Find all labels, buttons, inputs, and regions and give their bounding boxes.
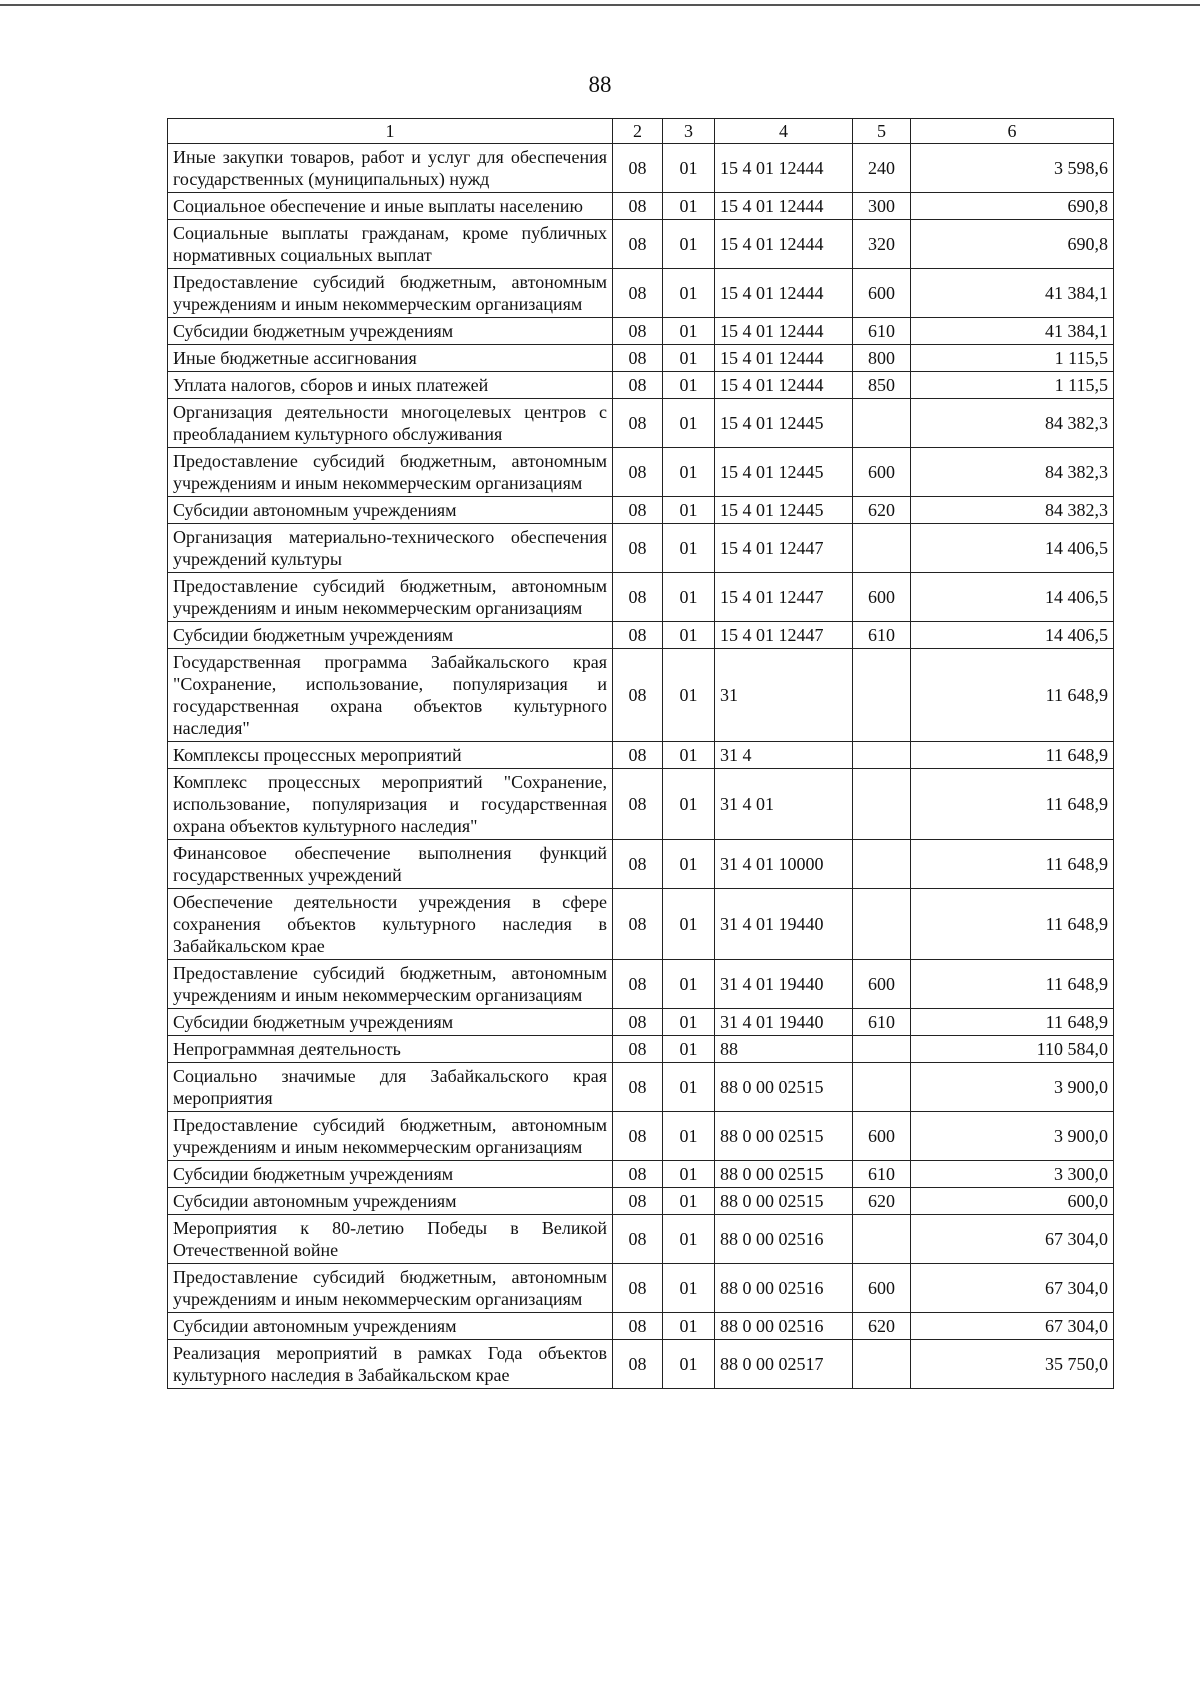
table-row bbox=[168, 269, 1114, 318]
row-section-cell: 08 bbox=[613, 318, 663, 345]
table-row bbox=[168, 1264, 1114, 1313]
table-row bbox=[168, 1009, 1114, 1036]
column-header-1: 1 bbox=[168, 119, 613, 144]
row-amount-cell: 14 406,5 bbox=[911, 573, 1114, 622]
row-amount-cell: 11 648,9 bbox=[911, 1009, 1114, 1036]
table-header-row bbox=[168, 119, 1114, 144]
row-name-cell: Субсидии бюджетным учреждениям bbox=[168, 318, 613, 345]
table-row bbox=[168, 1215, 1114, 1264]
row-name-cell: Предоставление субсидий бюджетным, автономным учреждениям и иным некоммерческим организациям bbox=[168, 573, 613, 622]
row-amount-cell: 67 304,0 bbox=[911, 1215, 1114, 1264]
row-name-cell: Иные бюджетные ассигнования bbox=[168, 345, 613, 372]
row-target-code-cell: 15 4 01 12444 bbox=[715, 318, 853, 345]
row-name-cell: Социально значимые для Забайкальского края мероприятия bbox=[168, 1063, 613, 1112]
row-expense-type-cell: 600 bbox=[853, 573, 911, 622]
row-amount-cell: 3 598,6 bbox=[911, 144, 1114, 193]
row-section-cell: 08 bbox=[613, 193, 663, 220]
row-subsection-cell: 01 bbox=[663, 1112, 715, 1161]
row-name-cell: Обеспечение деятельности учреждения в сфере сохранения объектов культурного наследия в Забайкальском крае bbox=[168, 889, 613, 960]
row-amount-cell: 11 648,9 bbox=[911, 840, 1114, 889]
row-subsection-cell: 01 bbox=[663, 573, 715, 622]
row-section-cell: 08 bbox=[613, 769, 663, 840]
table-row bbox=[168, 1063, 1114, 1112]
row-name-cell: Субсидии автономным учреждениям bbox=[168, 1188, 613, 1215]
row-section-cell: 08 bbox=[613, 497, 663, 524]
table-row bbox=[168, 345, 1114, 372]
row-section-cell: 08 bbox=[613, 622, 663, 649]
row-section-cell: 08 bbox=[613, 1063, 663, 1112]
row-target-code-cell: 31 4 01 bbox=[715, 769, 853, 840]
row-name-cell: Непрограммная деятельность bbox=[168, 1036, 613, 1063]
row-subsection-cell: 01 bbox=[663, 524, 715, 573]
row-expense-type-cell: 610 bbox=[853, 1161, 911, 1188]
row-section-cell: 08 bbox=[613, 372, 663, 399]
row-section-cell: 08 bbox=[613, 1215, 663, 1264]
table-row bbox=[168, 497, 1114, 524]
row-expense-type-cell bbox=[853, 1036, 911, 1063]
row-expense-type-cell: 610 bbox=[853, 622, 911, 649]
row-amount-cell: 11 648,9 bbox=[911, 960, 1114, 1009]
row-section-cell: 08 bbox=[613, 345, 663, 372]
row-subsection-cell: 01 bbox=[663, 840, 715, 889]
row-target-code-cell: 31 4 01 19440 bbox=[715, 960, 853, 1009]
table-row bbox=[168, 742, 1114, 769]
row-section-cell: 08 bbox=[613, 524, 663, 573]
row-amount-cell: 3 900,0 bbox=[911, 1112, 1114, 1161]
table-row bbox=[168, 399, 1114, 448]
row-amount-cell: 11 648,9 bbox=[911, 769, 1114, 840]
table-row bbox=[168, 1036, 1114, 1063]
row-name-cell: Предоставление субсидий бюджетным, автономным учреждениям и иным некоммерческим организациям bbox=[168, 1112, 613, 1161]
row-amount-cell: 84 382,3 bbox=[911, 399, 1114, 448]
row-section-cell: 08 bbox=[613, 1112, 663, 1161]
row-section-cell: 08 bbox=[613, 1313, 663, 1340]
row-subsection-cell: 01 bbox=[663, 399, 715, 448]
row-subsection-cell: 01 bbox=[663, 1009, 715, 1036]
row-section-cell: 08 bbox=[613, 649, 663, 742]
row-target-code-cell: 15 4 01 12444 bbox=[715, 345, 853, 372]
row-expense-type-cell: 620 bbox=[853, 497, 911, 524]
row-amount-cell: 14 406,5 bbox=[911, 524, 1114, 573]
column-header-6: 6 bbox=[911, 119, 1114, 144]
row-amount-cell: 11 648,9 bbox=[911, 649, 1114, 742]
row-section-cell: 08 bbox=[613, 220, 663, 269]
column-header-3: 3 bbox=[663, 119, 715, 144]
row-subsection-cell: 01 bbox=[663, 769, 715, 840]
row-expense-type-cell: 600 bbox=[853, 448, 911, 497]
row-target-code-cell: 15 4 01 12447 bbox=[715, 622, 853, 649]
row-section-cell: 08 bbox=[613, 144, 663, 193]
row-amount-cell: 84 382,3 bbox=[911, 448, 1114, 497]
row-name-cell: Организация материально-технического обеспечения учреждений культуры bbox=[168, 524, 613, 573]
row-subsection-cell: 01 bbox=[663, 497, 715, 524]
row-section-cell: 08 bbox=[613, 1161, 663, 1188]
row-amount-cell: 690,8 bbox=[911, 220, 1114, 269]
row-section-cell: 08 bbox=[613, 448, 663, 497]
row-section-cell: 08 bbox=[613, 840, 663, 889]
row-subsection-cell: 01 bbox=[663, 742, 715, 769]
row-expense-type-cell: 240 bbox=[853, 144, 911, 193]
row-expense-type-cell: 600 bbox=[853, 960, 911, 1009]
row-subsection-cell: 01 bbox=[663, 345, 715, 372]
row-subsection-cell: 01 bbox=[663, 1188, 715, 1215]
row-subsection-cell: 01 bbox=[663, 269, 715, 318]
row-amount-cell: 1 115,5 bbox=[911, 372, 1114, 399]
table-row bbox=[168, 1188, 1114, 1215]
table-body bbox=[168, 144, 1114, 1389]
table-row bbox=[168, 622, 1114, 649]
row-subsection-cell: 01 bbox=[663, 1063, 715, 1112]
row-amount-cell: 67 304,0 bbox=[911, 1264, 1114, 1313]
row-name-cell: Субсидии бюджетным учреждениям bbox=[168, 622, 613, 649]
row-amount-cell: 3 300,0 bbox=[911, 1161, 1114, 1188]
table-row bbox=[168, 220, 1114, 269]
table-row bbox=[168, 769, 1114, 840]
row-subsection-cell: 01 bbox=[663, 193, 715, 220]
table-row bbox=[168, 144, 1114, 193]
row-expense-type-cell: 600 bbox=[853, 1112, 911, 1161]
budget-table bbox=[167, 118, 1114, 1389]
row-name-cell: Предоставление субсидий бюджетным, автономным учреждениям и иным некоммерческим организациям bbox=[168, 1264, 613, 1313]
row-amount-cell: 690,8 bbox=[911, 193, 1114, 220]
row-target-code-cell: 15 4 01 12445 bbox=[715, 497, 853, 524]
row-amount-cell: 110 584,0 bbox=[911, 1036, 1114, 1063]
table-row bbox=[168, 318, 1114, 345]
table-row bbox=[168, 1161, 1114, 1188]
row-target-code-cell: 88 0 00 02516 bbox=[715, 1313, 853, 1340]
row-subsection-cell: 01 bbox=[663, 622, 715, 649]
row-amount-cell: 3 900,0 bbox=[911, 1063, 1114, 1112]
row-target-code-cell: 88 0 00 02515 bbox=[715, 1112, 853, 1161]
row-target-code-cell: 31 4 bbox=[715, 742, 853, 769]
row-expense-type-cell: 800 bbox=[853, 345, 911, 372]
row-expense-type-cell: 610 bbox=[853, 318, 911, 345]
row-target-code-cell: 88 0 00 02517 bbox=[715, 1340, 853, 1389]
row-expense-type-cell: 850 bbox=[853, 372, 911, 399]
row-section-cell: 08 bbox=[613, 889, 663, 960]
row-target-code-cell: 31 4 01 19440 bbox=[715, 1009, 853, 1036]
row-target-code-cell: 15 4 01 12444 bbox=[715, 144, 853, 193]
row-target-code-cell: 15 4 01 12444 bbox=[715, 372, 853, 399]
row-name-cell: Предоставление субсидий бюджетным, автономным учреждениям и иным некоммерческим организациям bbox=[168, 269, 613, 318]
row-name-cell: Мероприятия к 80-летию Победы в Великой Отечественной войне bbox=[168, 1215, 613, 1264]
row-subsection-cell: 01 bbox=[663, 649, 715, 742]
row-subsection-cell: 01 bbox=[663, 1215, 715, 1264]
row-expense-type-cell: 620 bbox=[853, 1313, 911, 1340]
table-row bbox=[168, 1112, 1114, 1161]
row-name-cell: Предоставление субсидий бюджетным, автономным учреждениям и иным некоммерческим организациям bbox=[168, 448, 613, 497]
row-subsection-cell: 01 bbox=[663, 960, 715, 1009]
table-row bbox=[168, 372, 1114, 399]
table-row bbox=[168, 193, 1114, 220]
column-header-2: 2 bbox=[613, 119, 663, 144]
row-target-code-cell: 15 4 01 12447 bbox=[715, 524, 853, 573]
row-section-cell: 08 bbox=[613, 573, 663, 622]
row-amount-cell: 67 304,0 bbox=[911, 1313, 1114, 1340]
row-section-cell: 08 bbox=[613, 1036, 663, 1063]
row-name-cell: Социальные выплаты гражданам, кроме публичных нормативных социальных выплат bbox=[168, 220, 613, 269]
row-target-code-cell: 15 4 01 12444 bbox=[715, 220, 853, 269]
column-header-5: 5 bbox=[853, 119, 911, 144]
row-section-cell: 08 bbox=[613, 1188, 663, 1215]
table-row bbox=[168, 840, 1114, 889]
row-name-cell: Комплекс процессных мероприятий "Сохранение, использование, популяризация и государственная охрана объектов культурного наследия" bbox=[168, 769, 613, 840]
table-row bbox=[168, 960, 1114, 1009]
row-amount-cell: 1 115,5 bbox=[911, 345, 1114, 372]
row-expense-type-cell: 620 bbox=[853, 1188, 911, 1215]
row-expense-type-cell: 600 bbox=[853, 1264, 911, 1313]
row-target-code-cell: 88 0 00 02516 bbox=[715, 1215, 853, 1264]
table-row bbox=[168, 1340, 1114, 1389]
row-amount-cell: 41 384,1 bbox=[911, 269, 1114, 318]
row-expense-type-cell bbox=[853, 399, 911, 448]
row-subsection-cell: 01 bbox=[663, 1161, 715, 1188]
row-name-cell: Финансовое обеспечение выполнения функций государственных учреждений bbox=[168, 840, 613, 889]
row-name-cell: Уплата налогов, сборов и иных платежей bbox=[168, 372, 613, 399]
row-name-cell: Предоставление субсидий бюджетным, автономным учреждениям и иным некоммерческим организациям bbox=[168, 960, 613, 1009]
row-name-cell: Субсидии бюджетным учреждениям bbox=[168, 1161, 613, 1188]
table-row bbox=[168, 448, 1114, 497]
row-expense-type-cell bbox=[853, 649, 911, 742]
row-target-code-cell: 31 4 01 19440 bbox=[715, 889, 853, 960]
top-scan-rule bbox=[0, 4, 1200, 6]
column-header-4: 4 bbox=[715, 119, 853, 144]
row-section-cell: 08 bbox=[613, 269, 663, 318]
table-row bbox=[168, 649, 1114, 742]
row-target-code-cell: 15 4 01 12444 bbox=[715, 269, 853, 318]
row-name-cell: Социальное обеспечение и иные выплаты населению bbox=[168, 193, 613, 220]
row-name-cell: Субсидии автономным учреждениям bbox=[168, 1313, 613, 1340]
row-section-cell: 08 bbox=[613, 742, 663, 769]
row-section-cell: 08 bbox=[613, 1009, 663, 1036]
row-name-cell: Реализация мероприятий в рамках Года объектов культурного наследия в Забайкальском крае bbox=[168, 1340, 613, 1389]
row-subsection-cell: 01 bbox=[663, 318, 715, 345]
row-expense-type-cell: 610 bbox=[853, 1009, 911, 1036]
row-target-code-cell: 88 0 00 02515 bbox=[715, 1063, 853, 1112]
row-subsection-cell: 01 bbox=[663, 448, 715, 497]
row-expense-type-cell: 320 bbox=[853, 220, 911, 269]
table-row bbox=[168, 524, 1114, 573]
row-subsection-cell: 01 bbox=[663, 1340, 715, 1389]
row-target-code-cell: 31 4 01 10000 bbox=[715, 840, 853, 889]
row-section-cell: 08 bbox=[613, 1340, 663, 1389]
row-target-code-cell: 88 0 00 02516 bbox=[715, 1264, 853, 1313]
row-subsection-cell: 01 bbox=[663, 372, 715, 399]
row-amount-cell: 84 382,3 bbox=[911, 497, 1114, 524]
row-expense-type-cell bbox=[853, 1215, 911, 1264]
row-subsection-cell: 01 bbox=[663, 1313, 715, 1340]
row-expense-type-cell bbox=[853, 769, 911, 840]
row-amount-cell: 41 384,1 bbox=[911, 318, 1114, 345]
row-expense-type-cell bbox=[853, 840, 911, 889]
table-row bbox=[168, 889, 1114, 960]
row-expense-type-cell bbox=[853, 742, 911, 769]
row-section-cell: 08 bbox=[613, 1264, 663, 1313]
row-section-cell: 08 bbox=[613, 960, 663, 1009]
row-name-cell: Комплексы процессных мероприятий bbox=[168, 742, 613, 769]
row-target-code-cell: 88 0 00 02515 bbox=[715, 1161, 853, 1188]
row-amount-cell: 11 648,9 bbox=[911, 742, 1114, 769]
row-target-code-cell: 15 4 01 12447 bbox=[715, 573, 853, 622]
row-name-cell: Субсидии бюджетным учреждениям bbox=[168, 1009, 613, 1036]
row-name-cell: Государственная программа Забайкальского края "Сохранение, использование, популяризация и государственная охрана объектов культурного наследия" bbox=[168, 649, 613, 742]
row-subsection-cell: 01 bbox=[663, 889, 715, 960]
row-amount-cell: 35 750,0 bbox=[911, 1340, 1114, 1389]
row-expense-type-cell bbox=[853, 1340, 911, 1389]
row-name-cell: Субсидии автономным учреждениям bbox=[168, 497, 613, 524]
row-target-code-cell: 15 4 01 12445 bbox=[715, 399, 853, 448]
table-row bbox=[168, 1313, 1114, 1340]
row-subsection-cell: 01 bbox=[663, 220, 715, 269]
row-target-code-cell: 88 0 00 02515 bbox=[715, 1188, 853, 1215]
table-row bbox=[168, 573, 1114, 622]
row-amount-cell: 11 648,9 bbox=[911, 889, 1114, 960]
row-subsection-cell: 01 bbox=[663, 144, 715, 193]
page-number: 88 bbox=[588, 72, 612, 97]
row-name-cell: Организация деятельности многоцелевых центров с преобладанием культурного обслуживания bbox=[168, 399, 613, 448]
row-target-code-cell: 15 4 01 12444 bbox=[715, 193, 853, 220]
row-subsection-cell: 01 bbox=[663, 1036, 715, 1063]
row-target-code-cell: 15 4 01 12445 bbox=[715, 448, 853, 497]
row-subsection-cell: 01 bbox=[663, 1264, 715, 1313]
row-amount-cell: 14 406,5 bbox=[911, 622, 1114, 649]
row-expense-type-cell bbox=[853, 524, 911, 573]
row-section-cell: 08 bbox=[613, 399, 663, 448]
row-target-code-cell: 88 bbox=[715, 1036, 853, 1063]
row-expense-type-cell: 600 bbox=[853, 269, 911, 318]
row-expense-type-cell bbox=[853, 1063, 911, 1112]
row-amount-cell: 600,0 bbox=[911, 1188, 1114, 1215]
row-expense-type-cell: 300 bbox=[853, 193, 911, 220]
row-name-cell: Иные закупки товаров, работ и услуг для обеспечения государственных (муниципальных) нужд bbox=[168, 144, 613, 193]
row-target-code-cell: 31 bbox=[715, 649, 853, 742]
row-expense-type-cell bbox=[853, 889, 911, 960]
